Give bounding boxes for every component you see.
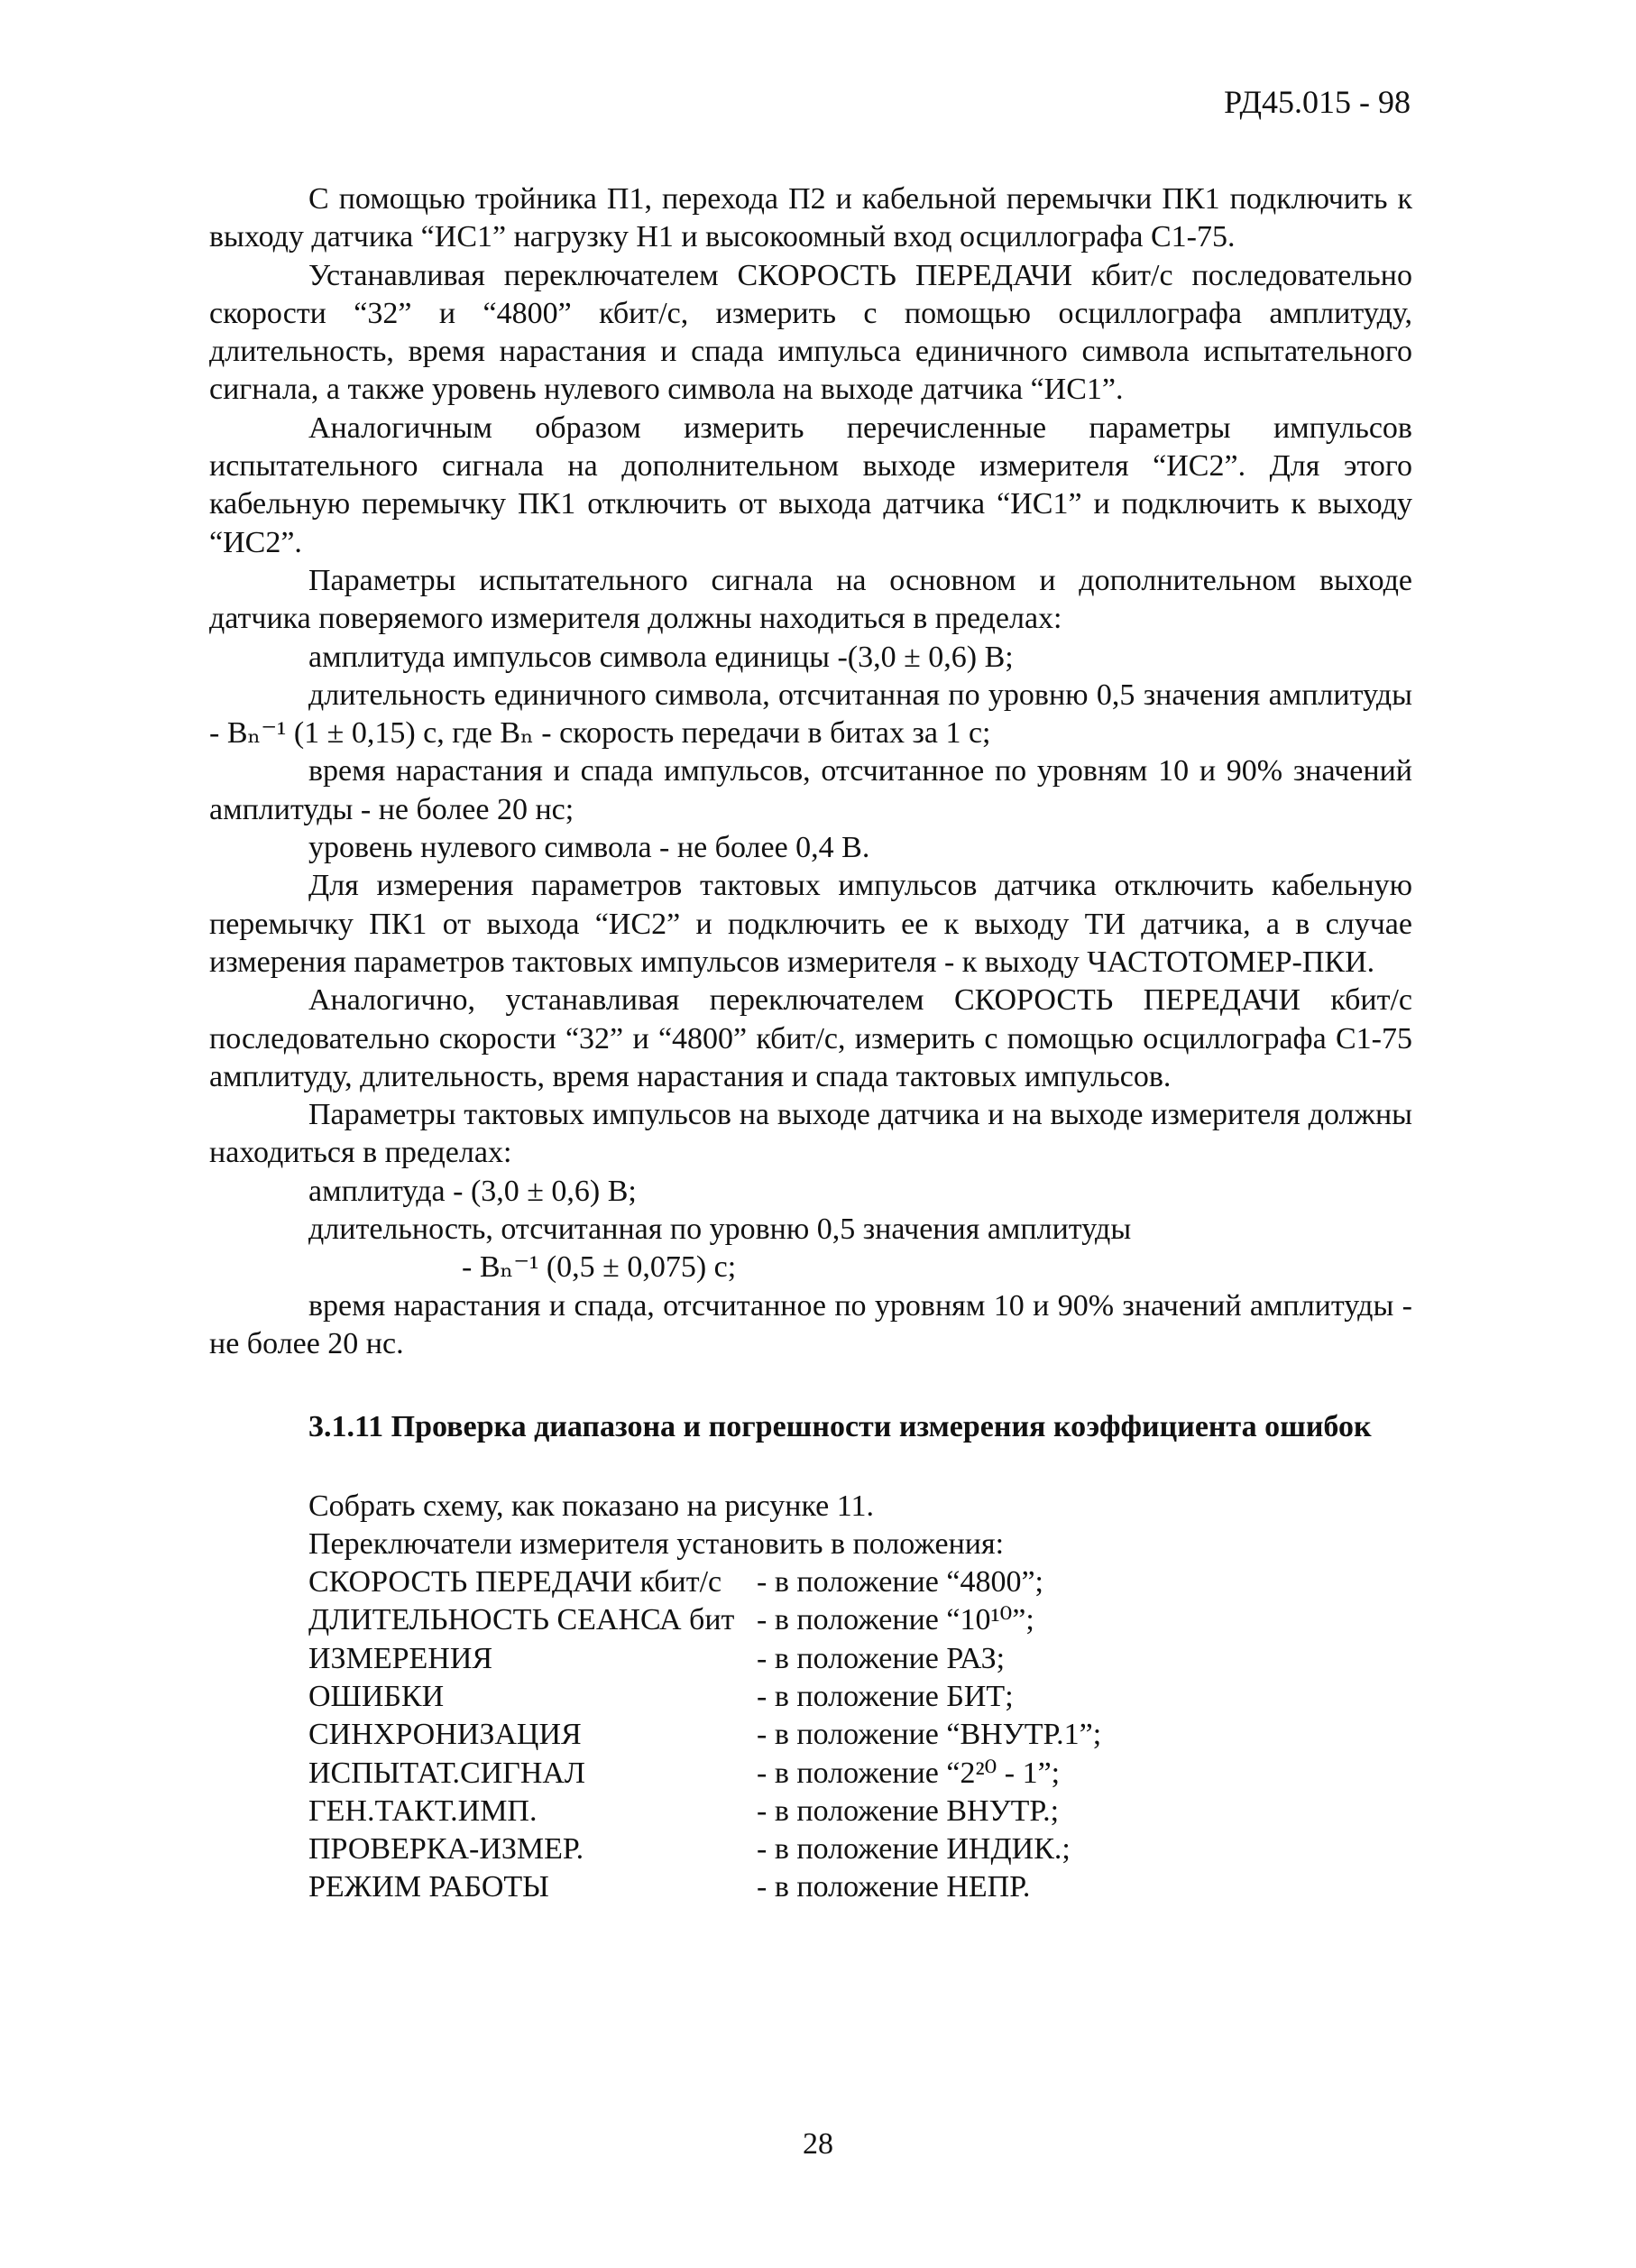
setting-row — [308, 1678, 1412, 1716]
setting-name: ОШИБКИ — [308, 1679, 445, 1713]
paragraph: Параметры испытательного сигнала на основном и дополнительном выходе датчика поверяемого измерителя должны находиться в пределах: — [209, 563, 1412, 636]
setting-row — [308, 1716, 1412, 1754]
setting-row — [308, 1563, 1412, 1601]
setting-name: ИСПЫТАТ.СИГНАЛ — [308, 1756, 585, 1790]
setting-name: СКОРОСТЬ ПЕРЕДАЧИ кбит/с — [308, 1565, 722, 1600]
paragraph: С помощью тройника П1, перехода П2 и кабельной перемычки ПК1 подключить к выходу датчика “ИС1” нагрузку Н1 и высокоомный вход осциллографа С1-75. — [209, 182, 1412, 254]
setting-value: - в положение “4800”; — [757, 1565, 1043, 1600]
setting-value: - в положение “2²⁰ - 1”; — [757, 1756, 1061, 1790]
setting-row — [308, 1601, 1412, 1639]
setting-row — [308, 1640, 1412, 1678]
setting-value: - в положение “ВНУТР.1”; — [757, 1718, 1102, 1752]
setting-name: СИНХРОНИЗАЦИЯ — [308, 1718, 582, 1752]
settings-block — [308, 1488, 1412, 1907]
paragraph: время нарастания и спада, отсчитанное по уровням 10 и 90% значений амплитуды - не более 20 нс. — [209, 1288, 1412, 1360]
paragraph: - Вₙ⁻¹ (0,5 ± 0,075) с; — [462, 1250, 737, 1285]
setting-name: ДЛИТЕЛЬНОСТЬ СЕАНСА бит — [308, 1603, 735, 1637]
setting-row — [308, 1830, 1412, 1868]
paragraph: амплитуда импульсов символа единицы -(3,0 ± 0,6) В; — [308, 640, 1014, 674]
paragraph: Устанавливая переключателем СКОРОСТЬ ПЕРЕДАЧИ кбит/с последовательно скорости “32” и “4800” кбит/с, измерить с помощью осциллографа амплитуду, длительность, время нарастания и спада импульса единичного символа испытательного сигнала, а также уровень нулевого символа на выходе датчика “ИС1”. — [209, 258, 1412, 407]
setting-row — [308, 1793, 1412, 1830]
setting-value: - в положение НЕПР. — [757, 1870, 1031, 1904]
setting-value: - в положение ИНДИК.; — [757, 1832, 1071, 1867]
document-code: РД45.015 - 98 — [1224, 84, 1411, 120]
setting-name: РЕЖИМ РАБОТЫ — [308, 1870, 549, 1904]
instruction-line: Собрать схему, как показано на рисунке 11. — [308, 1489, 874, 1523]
setting-row — [308, 1755, 1412, 1793]
setting-name: ПРОВЕРКА-ИЗМЕР. — [308, 1832, 584, 1867]
setting-name: ГЕН.ТАКТ.ИМП. — [308, 1793, 538, 1828]
paragraph: амплитуда - (3,0 ± 0,6) В; — [308, 1174, 637, 1208]
page-number: 28 — [803, 2127, 833, 2161]
setting-row — [308, 1868, 1412, 1906]
setting-value: - в положение РАЗ; — [757, 1641, 1006, 1675]
setting-value: - в положение “10¹⁰”; — [757, 1603, 1034, 1637]
document-body — [209, 180, 1412, 1907]
setting-value: - в положение ВНУТР.; — [757, 1793, 1060, 1828]
paragraph: Аналогично, устанавливая переключателем СКОРОСТЬ ПЕРЕДАЧИ кбит/с последовательно скорости “32” и “4800” кбит/с, измерить с помощью осциллографа С1-75 амплитуду, длительность, время нарастания и спада тактовых импульсов. — [209, 983, 1412, 1093]
paragraph: Параметры тактовых импульсов на выходе датчика и на выходе измерителя должны находиться в пределах: — [209, 1098, 1412, 1170]
setting-name: ИЗМЕРЕНИЯ — [308, 1641, 493, 1675]
paragraph: время нарастания и спада импульсов, отсчитанное по уровням 10 и 90% значений амплитуды - не более 20 нс; — [209, 754, 1412, 826]
paragraph: Аналогичным образом измерить перечисленные параметры импульсов испытательного сигнала на дополнительном выходе измерителя “ИС2”. Для этого кабельную перемычку ПК1 отключить от выхода датчика “ИС1” и подключить к выходу “ИС2”. — [209, 410, 1412, 559]
paragraph: длительность единичного символа, отсчитанная по уровню 0,5 значения амплитуды - Вₙ⁻¹ (1 ± 0,15) с, где Вₙ - скорость передачи в битах за 1 с; — [209, 678, 1412, 751]
section-heading: 3.1.11 Проверка диапазона и погрешности измерения коэффициента ошибок — [308, 1410, 1372, 1444]
instruction-line: Переключатели измерителя установить в положения: — [308, 1526, 1005, 1561]
paragraph: длительность, отсчитанная по уровню 0,5 значения амплитуды — [308, 1212, 1132, 1247]
setting-value: - в положение БИТ; — [757, 1679, 1014, 1713]
paragraph: уровень нулевого символа - не более 0,4 В. — [308, 831, 870, 865]
paragraph: Для измерения параметров тактовых импульсов датчика отключить кабельную перемычку ПК1 от выхода “ИС2” и подключить ее к выходу ТИ датчика, а в случае измерения параметров тактовых импульсов измерителя - к выходу ЧАСТОТОМЕР-ПКИ. — [209, 869, 1412, 979]
